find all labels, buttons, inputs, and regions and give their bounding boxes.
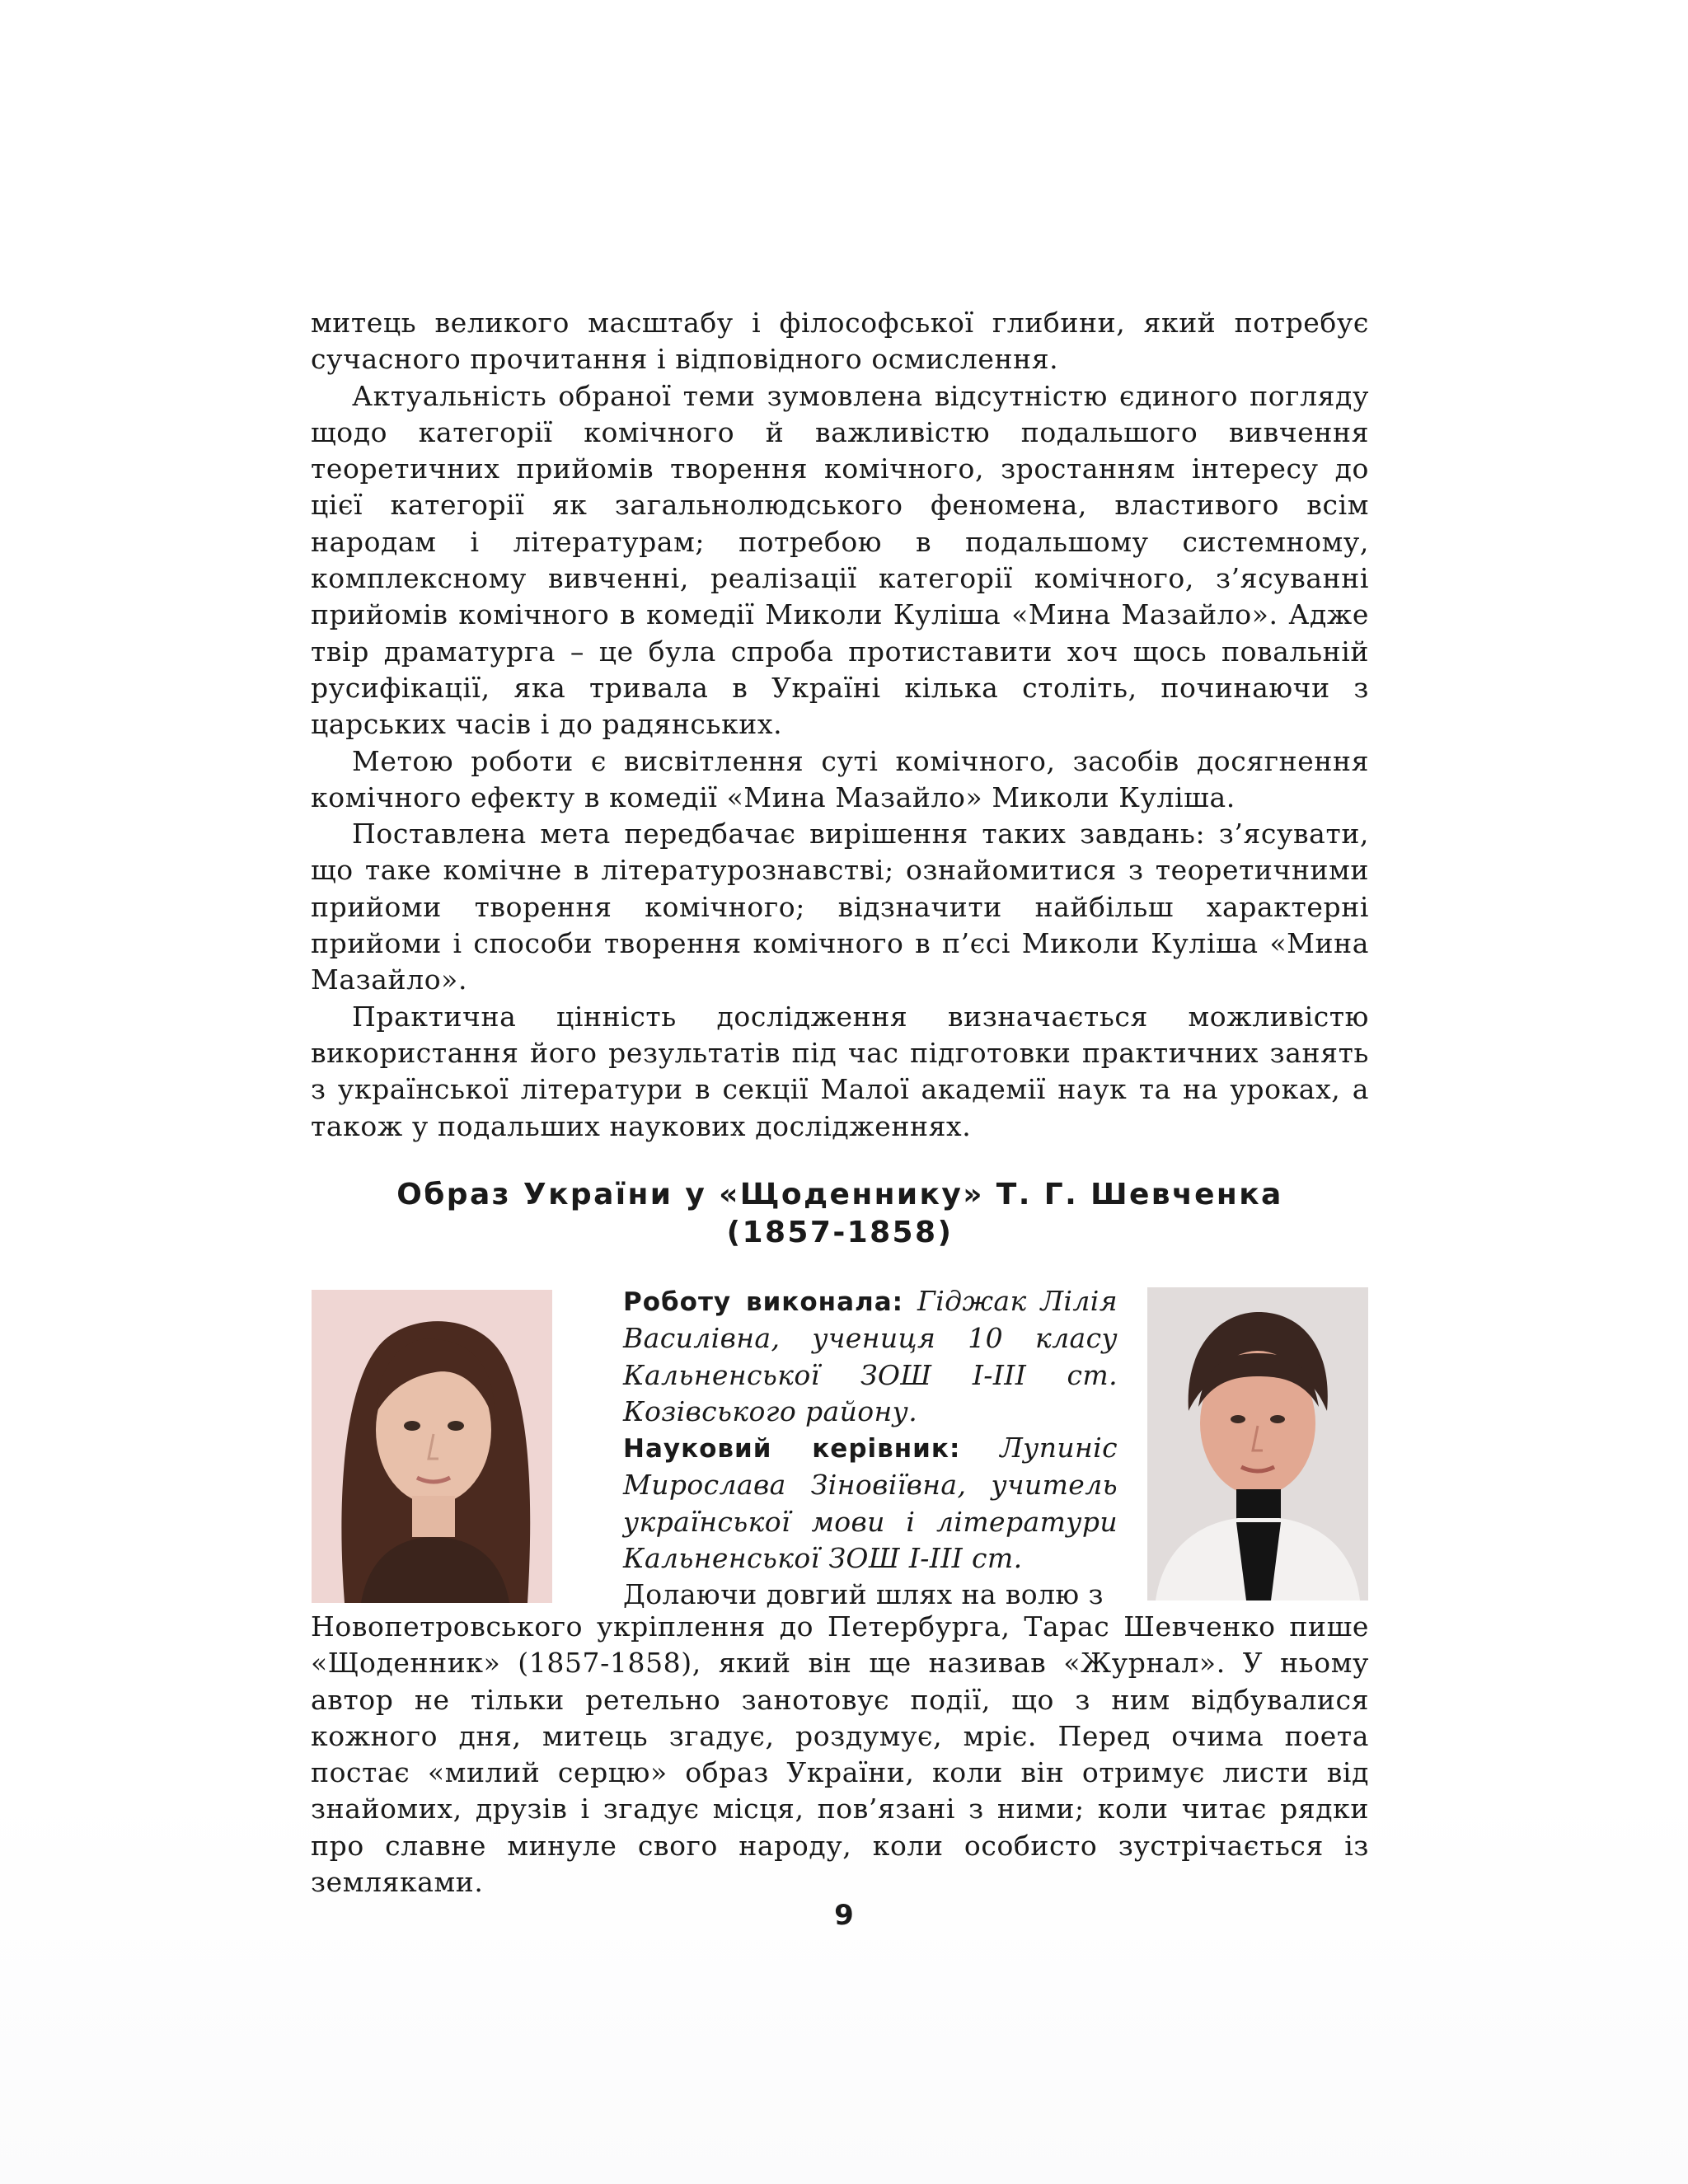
body-lead-line: Долаючи довгий шлях на волю з — [623, 1578, 1104, 1611]
supervisor-label: Науковий керівник: — [623, 1434, 961, 1465]
paragraph-1-line-2: сучасного прочитання і відповідного осмислення. — [311, 343, 1059, 376]
student-portrait-photo — [312, 1290, 552, 1603]
page-number: 9 — [834, 1899, 854, 1932]
intro-text — [311, 305, 1369, 1145]
paragraph-tasks: Поставлена мета передбачає вирішення таких завдань: з’ясувати, що таке комічне в літературознавстві; ознайомитися з теоретичними прийоми творення комічного; відзначити найбільш характерні прийоми і способи творення комічного в п’єсі Миколи Куліша «Мина Мазайло». — [311, 818, 1369, 996]
author-details: Гіджак Лілія Василівна, учениця 10 класу Кальненської ЗОШ І-ІІІ ст. Козівського району. — [623, 1285, 1118, 1427]
paragraph-diary: Новопетровського укріплення до Петербурга, Тарас Шевченко пише «Щоденник» (1857-1858), який він ще називав «Журнал». У ньому автор не тільки ретельно занотовує події, що з ним відбувалися кожного дня, митець згадує, роздумує, мріє. Перед очима поета постає «милий серцю» образ України, коли він отримує листи від знайомих, друзів і згадує місця, пов’язані з ними; коли читає рядки про славне минуле свого народу, коли особисто зустрічається із земляками. — [311, 1610, 1369, 1899]
section-title — [311, 1176, 1369, 1252]
section-title-line-2: (1857-1858) — [726, 1216, 954, 1249]
author-label: Роботу виконала: — [623, 1287, 904, 1317]
section-title-line-1: Образ України у «Щоденнику» Т. Г. Шевченка — [396, 1178, 1283, 1212]
supervisor-portrait-image — [1147, 1287, 1368, 1601]
supervisor-portrait-photo — [1147, 1287, 1368, 1601]
authors-info — [584, 1283, 1118, 1614]
paragraph-practical-value: Практична цінність дослідження визначається можливістю використання його результатів під час підготовки практичних занять з української літератури в секції Малої академії наук та на уроках, а також у подальших наукових дослідженнях. — [311, 1000, 1369, 1142]
paragraph-goal: Метою роботи є висвітлення суті комічного, засобів досягнення комічного ефекту в комедії «Мина Мазайло» Миколи Куліша. — [311, 744, 1369, 813]
paragraph-relevance: Актуальність обраної теми зумовлена відсутністю єдиного погляду щодо категорії комічного й важливістю подальшого вивчення теоретичних прийомів творення комічного, зростанням інтересу до цієї категорії як загальнолюдського феномена, властивого всім народам і літературам; потребою в подальшому системному, комплексному вивченні, реалізації категорії комічного, з’ясуванні прийомів комічного в комедії Миколи Куліша «Мина Мазайло». Адже твір драматурга – це була спроба протиставити хоч щось повальній русифікації, яка тривала в Україні кілька століть, починаючи з царських часів і до радянських. — [311, 379, 1369, 741]
supervisor-line — [584, 1430, 1118, 1577]
body-text — [311, 1609, 1369, 1900]
author-line — [584, 1283, 1118, 1430]
student-portrait-image — [312, 1290, 552, 1603]
supervisor-details: Лупиніс Мирослава Зіновіївна, учитель української мови і літератури Кальненської ЗОШ І-ІІІ ст. — [623, 1432, 1118, 1575]
paragraph-1-line-1: митець великого масштабу і філософської глибини, який потребує — [311, 307, 1369, 339]
